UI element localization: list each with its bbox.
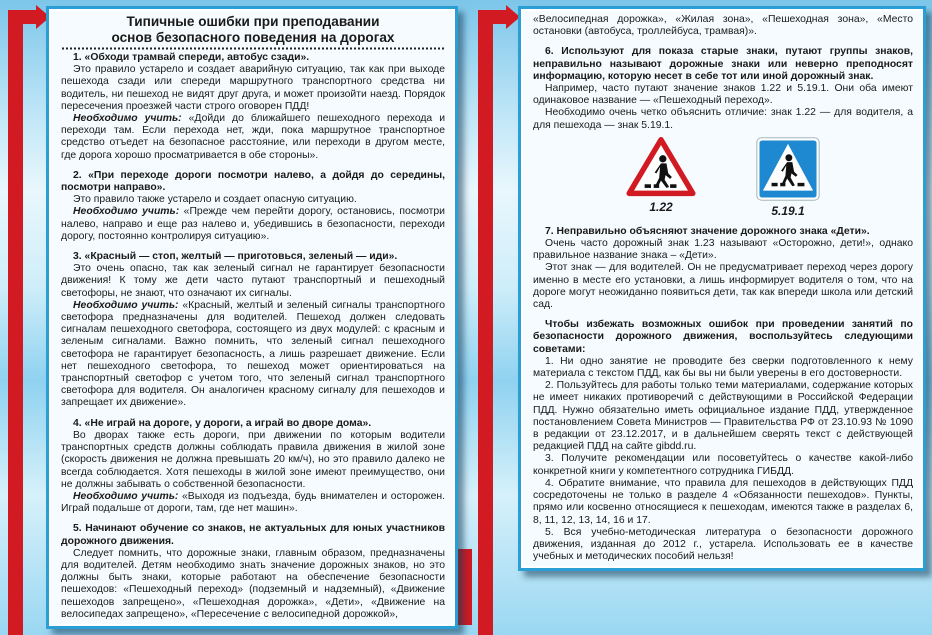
learn-text: «Прежде чем перейти дорогу, остановись, посмотри налево, направо и еще раз налево и, убедившись в безопасности, переходи дорогу, постоянно контролируя ситуацию». — [61, 206, 445, 242]
mistake-1 — [61, 52, 445, 162]
sign-1-22 — [626, 137, 696, 218]
advice-item: 5. Вся учебно-методическая литература о безопасности дорожного движения, изданная до 2012 г., устарела. Использовать ее в качестве учебных и методических пособий нельзя! — [533, 526, 913, 563]
mistake-heading: 3. «Красный — стоп, желтый — приготовься, зеленый — иди». — [73, 251, 398, 263]
sign-caption: 1.22 — [649, 199, 673, 214]
right-page-content — [521, 9, 923, 568]
left-page-panel — [46, 6, 458, 629]
mistake-6 — [533, 46, 913, 131]
mistake-text: Очень часто дорожный знак 1.23 называют «Осторожно, дети!», однако правильное название знака – «Дети». — [533, 238, 913, 262]
mistake-text: Необходимо очень четко объяснить отличие: знак 1.22 — для водителя, а для пешехода — знак 5.19.1. — [533, 107, 913, 131]
learn-paragraph — [61, 113, 445, 162]
road-signs — [533, 137, 913, 218]
continuation-text: «Велосипедная дорожка», «Жилая зона», «Пешеходная зона», «Место остановки (автобуса, троллейбуса, трамвая)». — [533, 14, 913, 38]
mistake-4 — [61, 418, 445, 516]
advice-heading: Чтобы избежать возможных ошибок при проведении занятий по безопасности дорожного движения, воспользуйтесь следующими советами: — [533, 319, 913, 355]
page-title-line-2: основ безопасного поведения на дорогах — [111, 30, 395, 45]
mistake-heading: 2. «При переходе дороги посмотри налево, а дойдя до середины, посмотри направо». — [61, 169, 445, 194]
mistake-text: Например, часто путают значение знаков 1.22 и 5.19.1. Они оба имеют одинаковое название — «Пешеходный переход». — [533, 83, 913, 107]
right-red-arrow-bar — [478, 10, 508, 24]
advice-item: 1. Ни одно занятие не проводите без сверки подготовленного к нему материала с текстом ПДД, как бы вы ни были уверены в его достоверности. — [533, 355, 913, 380]
advice-section — [533, 319, 913, 563]
advice-item: 4. Обратите внимание, что правила для пешеходов в действующих ПДД сосредоточены не только в разделе 4 «Обязанности пешеходов». Пункты, прямо или косвенно относящиеся к пешеходам, имеются также в разделах 6, 8, 11, 12, 13, 14, 16 и 17. — [533, 477, 913, 526]
dotted-divider — [61, 47, 445, 50]
mistake-text: Это правило также устарело и создает опасную ситуацию. — [73, 194, 357, 206]
mistake-5 — [61, 523, 445, 621]
mistake-heading: 4. «Не играй на дороге, у дороги, а играй во дворе дома». — [73, 417, 372, 429]
learn-label: Необходимо учить: — [73, 206, 180, 218]
mistake-heading: 7. Неправильно объясняют значение дорожного знака «Дети». — [545, 225, 870, 237]
mistake-heading: 6. Используют для показа старые знаки, путают группы знаков, неправильно называют дорожные знаки или неверно преподносят информацию, которую несет в себе тот или иной дорожный знак. — [533, 46, 913, 82]
learn-paragraph — [61, 206, 445, 243]
mistake-text: Это очень опасно, так как зеленый сигнал не гарантирует безопасности движения! К тому же дети часто путают транспортный и пешеходный светофоры, не знают, что означают их сигналы. — [61, 263, 445, 299]
mistake-heading: 5. Начинают обучение со знаков, не актуальных для юных участников дорожного движения. — [61, 523, 445, 547]
learn-paragraph — [61, 491, 445, 515]
left-red-arrow-bar — [8, 10, 38, 24]
learn-text: «Выходя из подъезда, будь внимателен и осторожен. Играй подальше от дороги, там, где нет машин». — [61, 490, 445, 515]
mistake-text: Это правило устарело и создает аварийную ситуацию, так как при выходе пешехода сзади или спереди маршрутного транспортного средства ни водитель, ни пешеход не видят друг друга, и может произойти наезд. Порядок пересечения проезжей части строго оговорен ПДД! — [61, 64, 445, 112]
sign-caption: 5.19.1 — [771, 203, 805, 218]
learn-text: «Дойди до ближайшего пешеходного перехода и переходи там. Если перехода нет, жди, пока маршрутное транспортное средство отъедет на безопасное расстояние, или переходи в другом месте, где дорога хорошо просматривается в обе стороны». — [61, 113, 446, 161]
page-title-line-1: Типичные ошибки при преподавании — [126, 14, 380, 29]
right-page-panel — [518, 6, 926, 571]
mistake-text: Этот знак — для водителей. Он не предусматривает переход через дорогу именно в месте его установки, а лишь информирует водителя о том, что на дороге могут неожиданно появиться дети, так как впереди школа или детский сад. — [533, 262, 913, 311]
mistake-text: Следует помнить, что дорожные знаки, главным образом, предназначены для водителей. Детям необходимо знать значение дорожных знаков, но это должны быть знаки, которые работают на обеспечение безопасности пешеходов: «Пешеходный переход» (подземный и надземный), «Движение пешеходов запрещено», «Пешеходная дорожка», «Дети», «Движение на велосипедах запрещено», «Пересечение с велосипедной дорожкой», — [61, 547, 445, 620]
learn-paragraph — [61, 300, 445, 410]
advice-item: 2. Пользуйтесь для работы только теми материалами, содержание которых не имеет никаких противоречий с действующими в Российской Федерации ПДД. Нужно обязательно иметь официальное издание ПДД, утвержденное постановлением Совета Министров — Правительства РФ от 23.10.93 № 1090 в редакции от 23.12.2017, и в дальнейшем сверять текст с действующей редакцией ПДД на сайте gibdd.ru. — [533, 380, 913, 453]
left-page-content — [49, 9, 455, 626]
advice-item: 3. Получите рекомендации или посоветуйтесь о качестве какой-либо конкретной книги у компетентного сотрудника ГИБДД. — [533, 453, 913, 477]
mistake-7 — [533, 226, 913, 311]
learn-text: «Красный, желтый и зеленый сигналы транспортного светофора предназначены для водителей. Пешеход должен следовать сигналам пешеходного светофора, состоящего из двух модулей: с красным и зеленым сигналами. Важно помнить, что зеленый сигнал пешеходного светофора не гарантирует безопасность, а лишь разрешает движение. Если нет пешеходного светофора, то пешеход может ориентироваться на транспортный светофор с учетом того, что зеленый сигнал транспортного светофора для водителя. Он аналогичен красному сигналу для пешеходов и запрещает их движение». — [61, 299, 445, 409]
mistake-2 — [61, 170, 445, 243]
sign-5-19-1 — [756, 137, 820, 218]
mistake-heading: 1. «Обходи трамвай спереди, автобус сзади». — [73, 52, 310, 63]
right-red-arrow-stem — [478, 16, 493, 635]
left-red-arrow-stem — [8, 16, 23, 635]
mistake-3 — [61, 251, 445, 410]
left-arrow-bottom-connector — [458, 549, 472, 625]
pedestrian-crossing-triangle-icon — [626, 137, 696, 197]
pedestrian-crossing-square-icon — [756, 137, 820, 201]
learn-label: Необходимо учить: — [73, 113, 182, 125]
learn-label: Необходимо учить: — [73, 299, 179, 311]
learn-label: Необходимо учить: — [73, 490, 179, 502]
mistake-text: Во дворах также есть дороги, при движении по которым водители транспортных средств должны соблюдать правила движения в жилой зоне (скорость движения не должна превышать 20 км/ч), но это правило далеко не всегда соблюдается. Хотя пешеходы в жилой зоне имеют преимущество, они не должны забывать о собственной безопасности. — [61, 429, 445, 490]
